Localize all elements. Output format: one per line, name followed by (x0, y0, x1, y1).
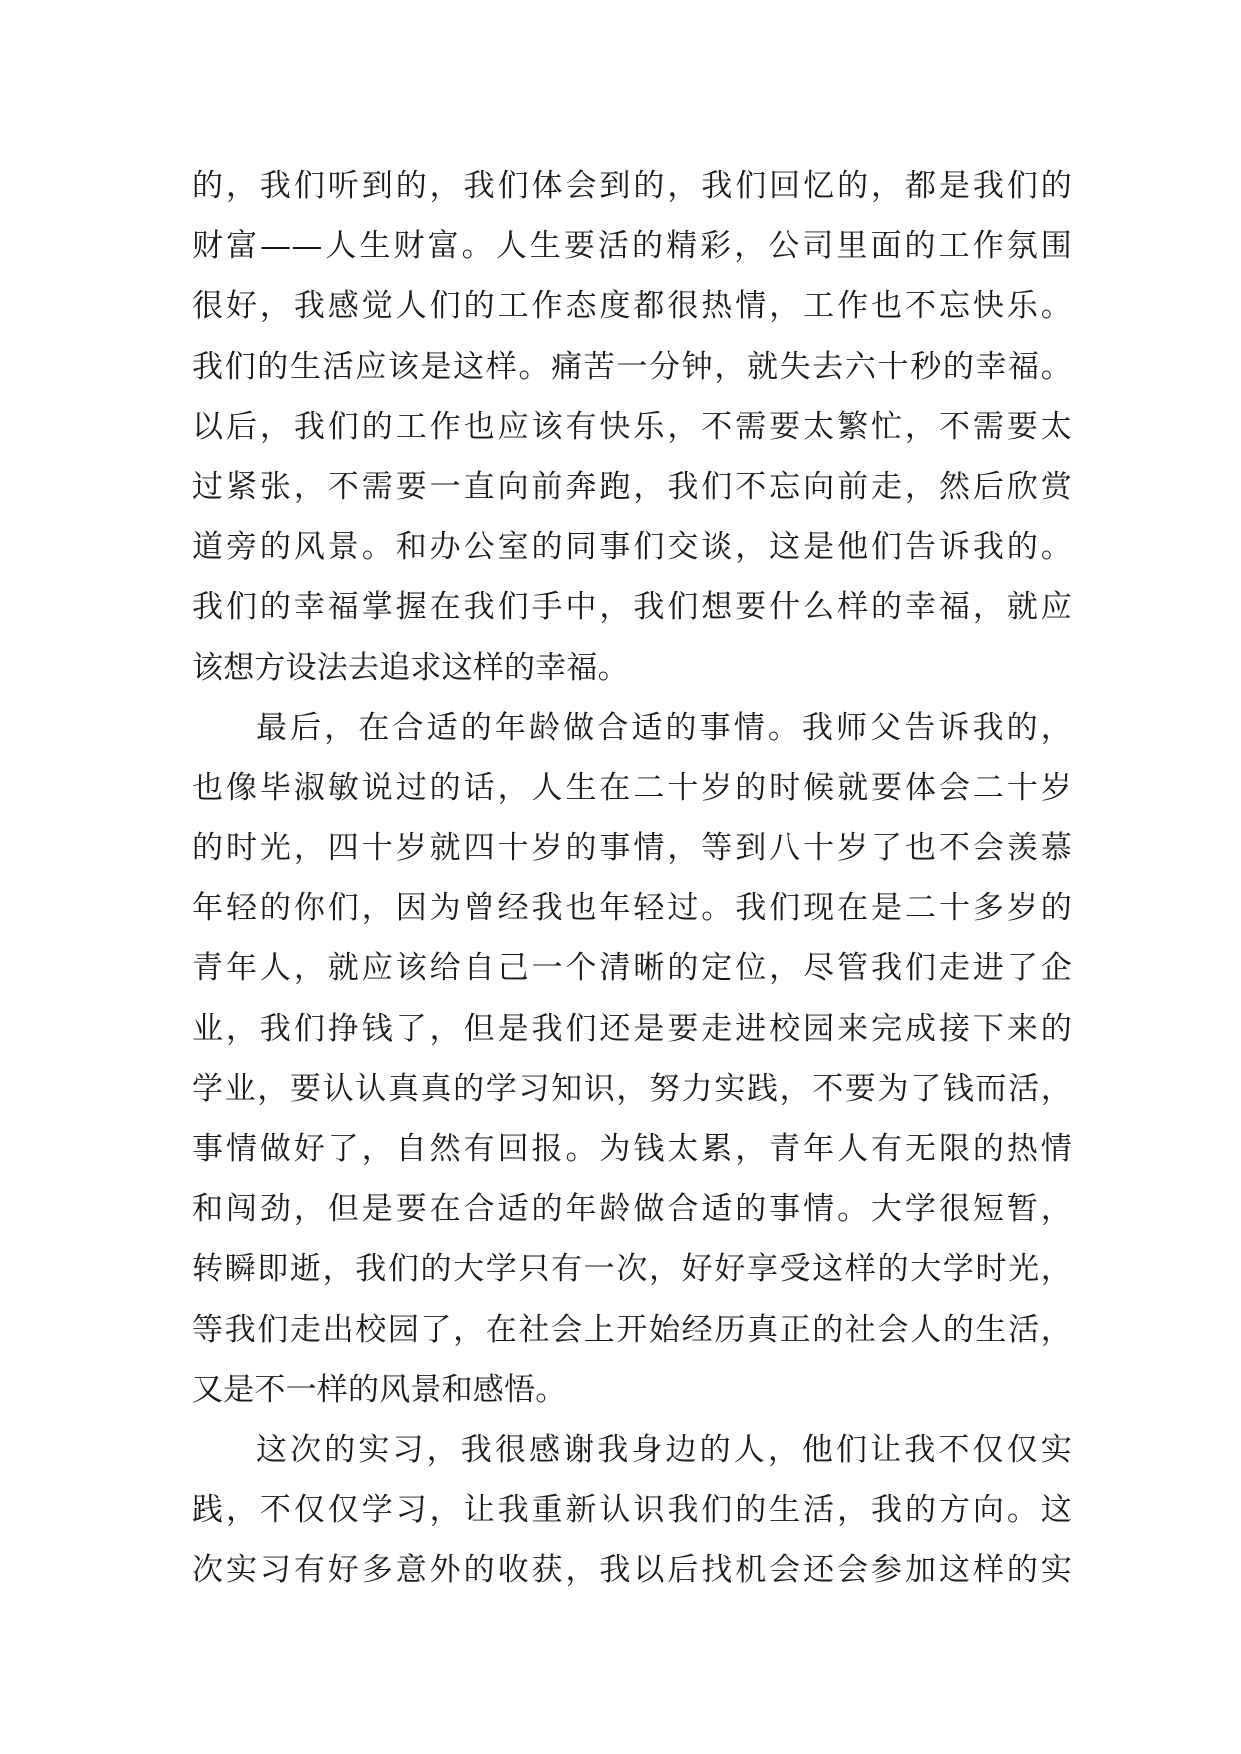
text-line: 学业，要认认真真的学习知识，努力实践，不要为了钱而活， (192, 1070, 1072, 1107)
text-line: 的，我们听到的，我们体会到的，我们回忆的，都是我们的 (192, 168, 1072, 204)
text-line: 和闯劲，但是要在合适的年龄做合适的事情。大学很短暂， (192, 1191, 1072, 1228)
paragraph-end-line: 该想方设法去追求这样的幸福。 (192, 649, 629, 686)
text-line: 以后，我们的工作也应该有快乐，不需要太繁忙，不需要太 (192, 408, 1072, 445)
paragraph-end-line: 又是不一样的风景和感悟。 (192, 1371, 567, 1408)
text-line: 年轻的你们，因为曾经我也年轻过。我们现在是二十多岁的 (192, 890, 1072, 927)
text-line: 我们的生活应该是这样。痛苦一分钟，就失去六十秒的幸福。 (192, 348, 1072, 385)
text-line: 过紧张，不需要一直向前奔跑，我们不忘向前走，然后欣赏 (192, 468, 1072, 505)
text-line: 业，我们挣钱了，但是我们还是要走进校园来完成接下来的 (192, 1010, 1072, 1047)
text-line: 很好，我感觉人们的工作态度都很热情，工作也不忘快乐。 (192, 288, 1072, 325)
paragraph-first-line: 最后，在合适的年龄做合适的事情。我师父告诉我的， (256, 709, 1072, 746)
paragraph-first-line: 这次的实习，我很感谢我身边的人，他们让我不仅仅实 (256, 1431, 1072, 1468)
text-line: 道旁的风景。和办公室的同事们交谈，这是他们告诉我的。 (192, 529, 1072, 566)
text-line: 次实习有好多意外的收获，我以后找机会还会参加这样的实 (192, 1552, 1072, 1589)
text-line: 事情做好了，自然有回报。为钱太累，青年人有无限的热情 (192, 1131, 1072, 1167)
text-line: 践，不仅仅学习，让我重新认识我们的生活，我的方向。这 (192, 1492, 1072, 1529)
text-line: 也像毕淑敏说过的话，人生在二十岁的时候就要体会二十岁 (192, 769, 1072, 806)
text-line: 等我们走出校园了，在社会上开始经历真正的社会人的生活， (192, 1311, 1072, 1348)
text-line: 的时光，四十岁就四十岁的事情，等到八十岁了也不会羡慕 (192, 830, 1072, 867)
document-body (192, 156, 1072, 1601)
text-line: 转瞬即逝，我们的大学只有一次，好好享受这样的大学时光， (192, 1251, 1072, 1288)
text-line: 我们的幸福掌握在我们手中，我们想要什么样的幸福，就应 (192, 589, 1072, 626)
text-line: 财富——人生财富。人生要活的精彩，公司里面的工作氛围 (192, 228, 1072, 265)
text-line: 青年人，就应该给自己一个清晰的定位，尽管我们走进了企 (192, 950, 1072, 987)
